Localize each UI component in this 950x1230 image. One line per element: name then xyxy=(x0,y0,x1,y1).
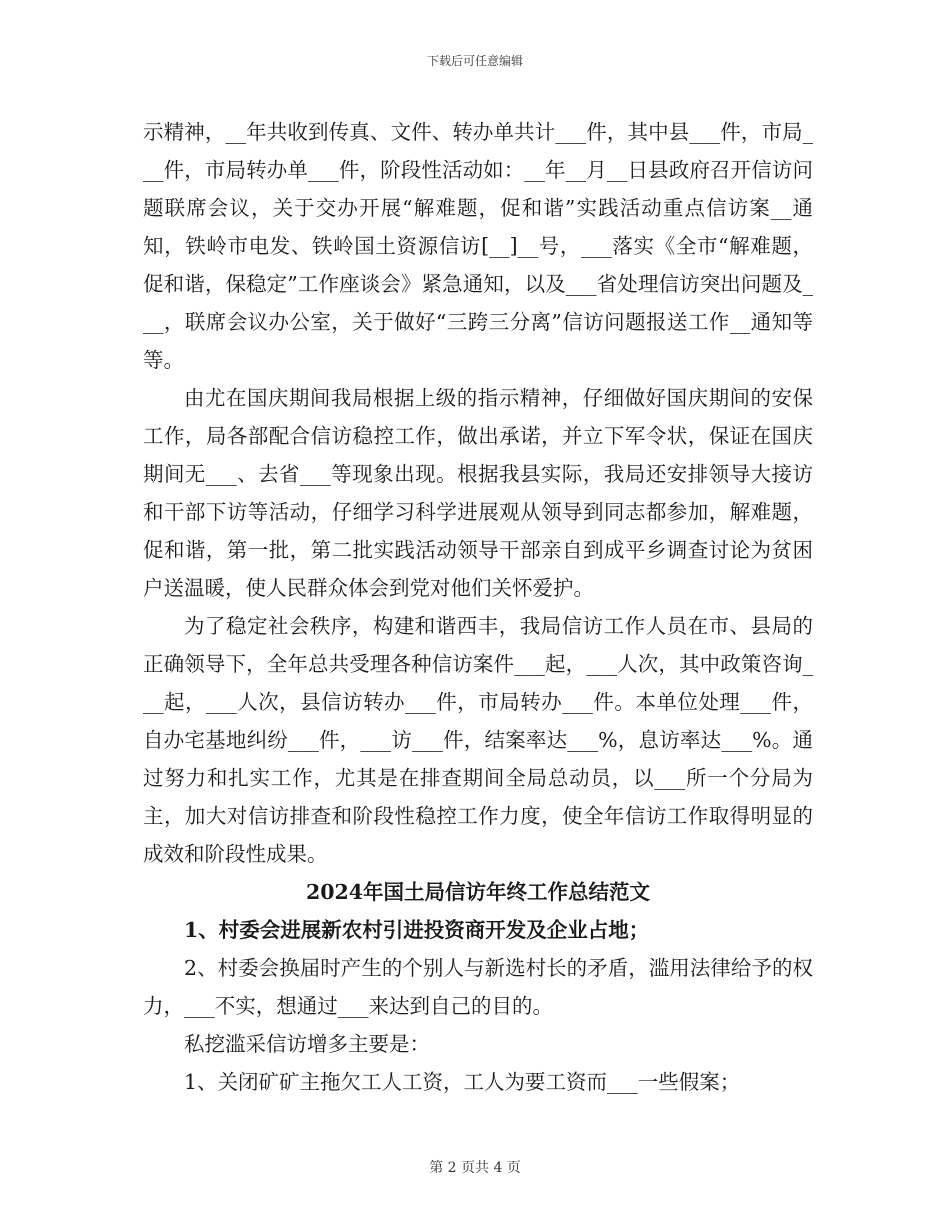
list-item-3: 1、关闭矿矿主拖欠工人工资，工人为要工资而___一些假案； xyxy=(184,1070,741,1094)
document-body xyxy=(143,113,813,1101)
page-footer: 第 2 页共 4 页 xyxy=(429,1160,521,1176)
list-item-2: 2、村委会换届时产生的个别人与新选村长的矛盾，滥用法律给予的权力，___不实，想通过___来达到自己的目的。 xyxy=(143,956,813,1018)
paragraph-national-day: 由尤在国庆期间我局根据上级的指示精神，仔细做好国庆期间的安保工作，局各部配合信访稳控工作，做出承诺，并立下军令状，保证在国庆期间无___、去省___等现象出现。根据我县实际，我局还安排领导大接访和干部下访等活动，仔细学习科学进展观从领导到同志都参加，解难题，促和谐，第一批，第二批实践活动领导干部亲自到成平乡调查讨论为贫困户送温暖，使人民群众体会到党对他们关怀爱护。 xyxy=(143,386,813,600)
list-item-1: 1、村委会进展新农村引进投资商开发及企业占地； xyxy=(184,918,650,942)
paragraph-mining: 私挖滥采信访增多主要是： xyxy=(184,1032,430,1056)
paragraph-statistics: 为了稳定社会秩序，构建和谐西丰，我局信访工作人员在市、县局的正确领导下，全年总共受理各种信访案件___起，___人次，其中政策咨询___起，___人次，县信访转办___件，市局转办___件。本单位处理___件，自办宅基地纠纷___件，___访___件，结案率达___%，息访率达___%。通过努力和扎实工作，尤其是在排查期间全局总动员，以___所一个分局为主，加大对信访排查和阶段性稳控工作力度，使全年信访工作取得明显的成效和阶段性成果。 xyxy=(143,614,813,866)
section-title: 2024年国土局信访年终工作总结范文 xyxy=(305,880,651,904)
page-header: 下载后可任意编辑 xyxy=(426,54,523,68)
paragraph-continuation: 示精神，__年共收到传真、文件、转办单共计___件，其中县___件，市局___件，市局转办单___件，阶段性活动如：__年__月__日县政府召开信访问题联席会议，关于交办开展“解难题，促和谐”实践活动重点信访案__通知，铁岭市电发、铁岭国土资源信访[__]__号，___落实《全市“解难题，促和谐，保稳定”工作座谈会》紧急通知，以及___省处理信访突出问题及___，联席会议办公室，关于做好“三跨三分离”信访问题报送工作__通知等等。 xyxy=(143,120,813,372)
